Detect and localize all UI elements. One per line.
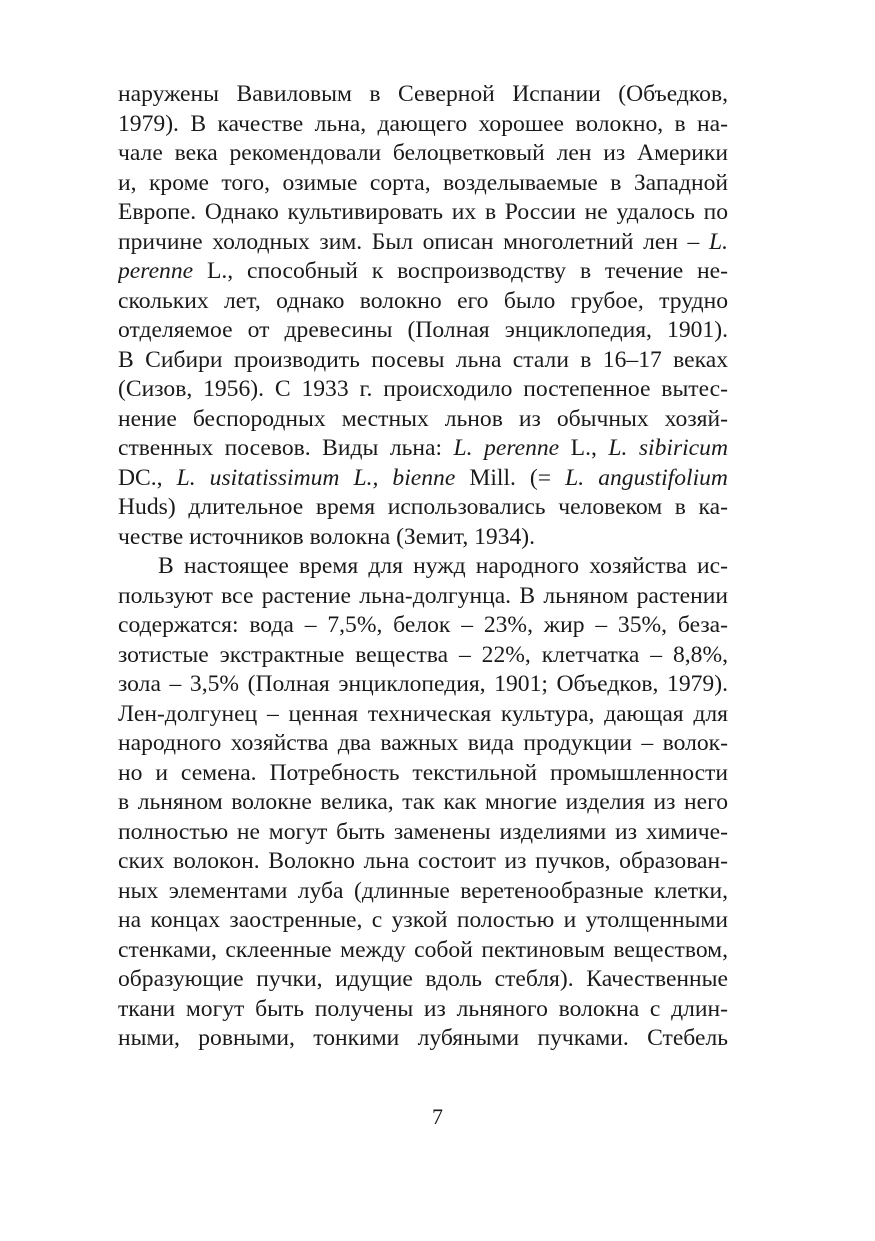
text-line: полностью не могут быть заменены изделиями из химиче- [118, 818, 728, 845]
text-line: Европе. Однако культивировать их в России не удалось по [118, 199, 728, 225]
text-line: чале века рекомендовали белоцветковый лен из Америки [118, 140, 728, 166]
text-line: Huds) длительное время использовались человеком в ка- [118, 494, 728, 520]
latin-name: L. perenne [453, 435, 560, 461]
text-line: зола – 3,5% (Полная энциклопедия, 1901; Объедков, 1979). [118, 671, 728, 697]
latin-name: perenne [118, 258, 194, 284]
text-line: ными, ровными, тонкими лубяными пучками. Стебель [118, 1025, 728, 1051]
text-line: пользуют все растение льна-долгунца. В льняном растении [118, 582, 728, 609]
text-line: В Сибири производить посевы льна стали в 16–17 веках [118, 346, 728, 373]
text-line: в льняном волокне велика, так как многие изделия из него [118, 789, 728, 815]
latin-name: L. [708, 228, 728, 255]
text-line: честве источников волокна (Земит, 1934). [118, 523, 536, 550]
body-text [118, 80, 728, 1054]
text-line: нение беспородных местных льнов из обычных хозяй- [118, 405, 728, 432]
text-line: ственных посевов. Виды льна: L. perenne L., L. sibiricum [118, 435, 728, 461]
text-line: зотистые экстрактные вещества – 22%, клетчатка – 8,8%, [118, 641, 728, 668]
text-line: на концах заостренные, с узкой полостью и утолщенными [118, 907, 728, 933]
page-number: 7 [432, 1104, 443, 1129]
text-line: Лен-долгунец – ценная техническая культура, дающая для [118, 700, 728, 727]
text-line: причине холодных зим. Был описан многолетний лен – L. [118, 228, 728, 255]
paragraph-first-line: В настоящее время для нужд народного хозяйства ис- [158, 553, 728, 579]
text-line: ных элементами луба (длинные веретенообразные клетки, [118, 877, 728, 904]
text-line: ткани могут быть получены из льняного волокна с длин- [118, 995, 728, 1022]
text-line: содержатся: вода – 7,5%, белок – 23%, жир – 35%, безa- [118, 612, 728, 638]
text-line: наружены Вавиловым в Северной Испании (Объедков, [118, 81, 728, 107]
text-line: и, кроме того, озимые сорта, возделываемые в Западной [118, 169, 728, 196]
text-line: 1979). В качестве льна, дающего хорошее волокно, в на- [118, 110, 728, 137]
latin-name: L. angustifolium [565, 464, 728, 491]
text-line: стенками, склеенные между собой пектиновым веществом, [118, 936, 728, 963]
text-line: отделяемое от древесины (Полная энциклопедия, 1901). [118, 317, 728, 343]
latin-name: L. sibiricum [608, 435, 728, 461]
latin-name: L. usitatissimum L., bienne [176, 464, 456, 491]
text-line: (Сизов, 1956). С 1933 г. происходило постепенное вытес- [118, 376, 728, 402]
text-line: DC., L. usitatissimum L., bienne Mill. (= L. angustifolium [118, 464, 728, 491]
text-line: ских волокон. Волокно льна состоит из пучков, образован- [118, 848, 728, 874]
text-line: народного хозяйства два важных вида продукции – волок- [118, 730, 728, 756]
text-line: но и семена. Потребность текстильной промышленности [118, 759, 728, 786]
text-line: образующие пучки, идущие вдоль стебля). Качественные [118, 966, 728, 992]
text-line: скольких лет, однако волокно его было грубое, трудно [118, 287, 728, 314]
text-line: perenne L., способный к воспроизводству в течение не- [118, 258, 728, 284]
